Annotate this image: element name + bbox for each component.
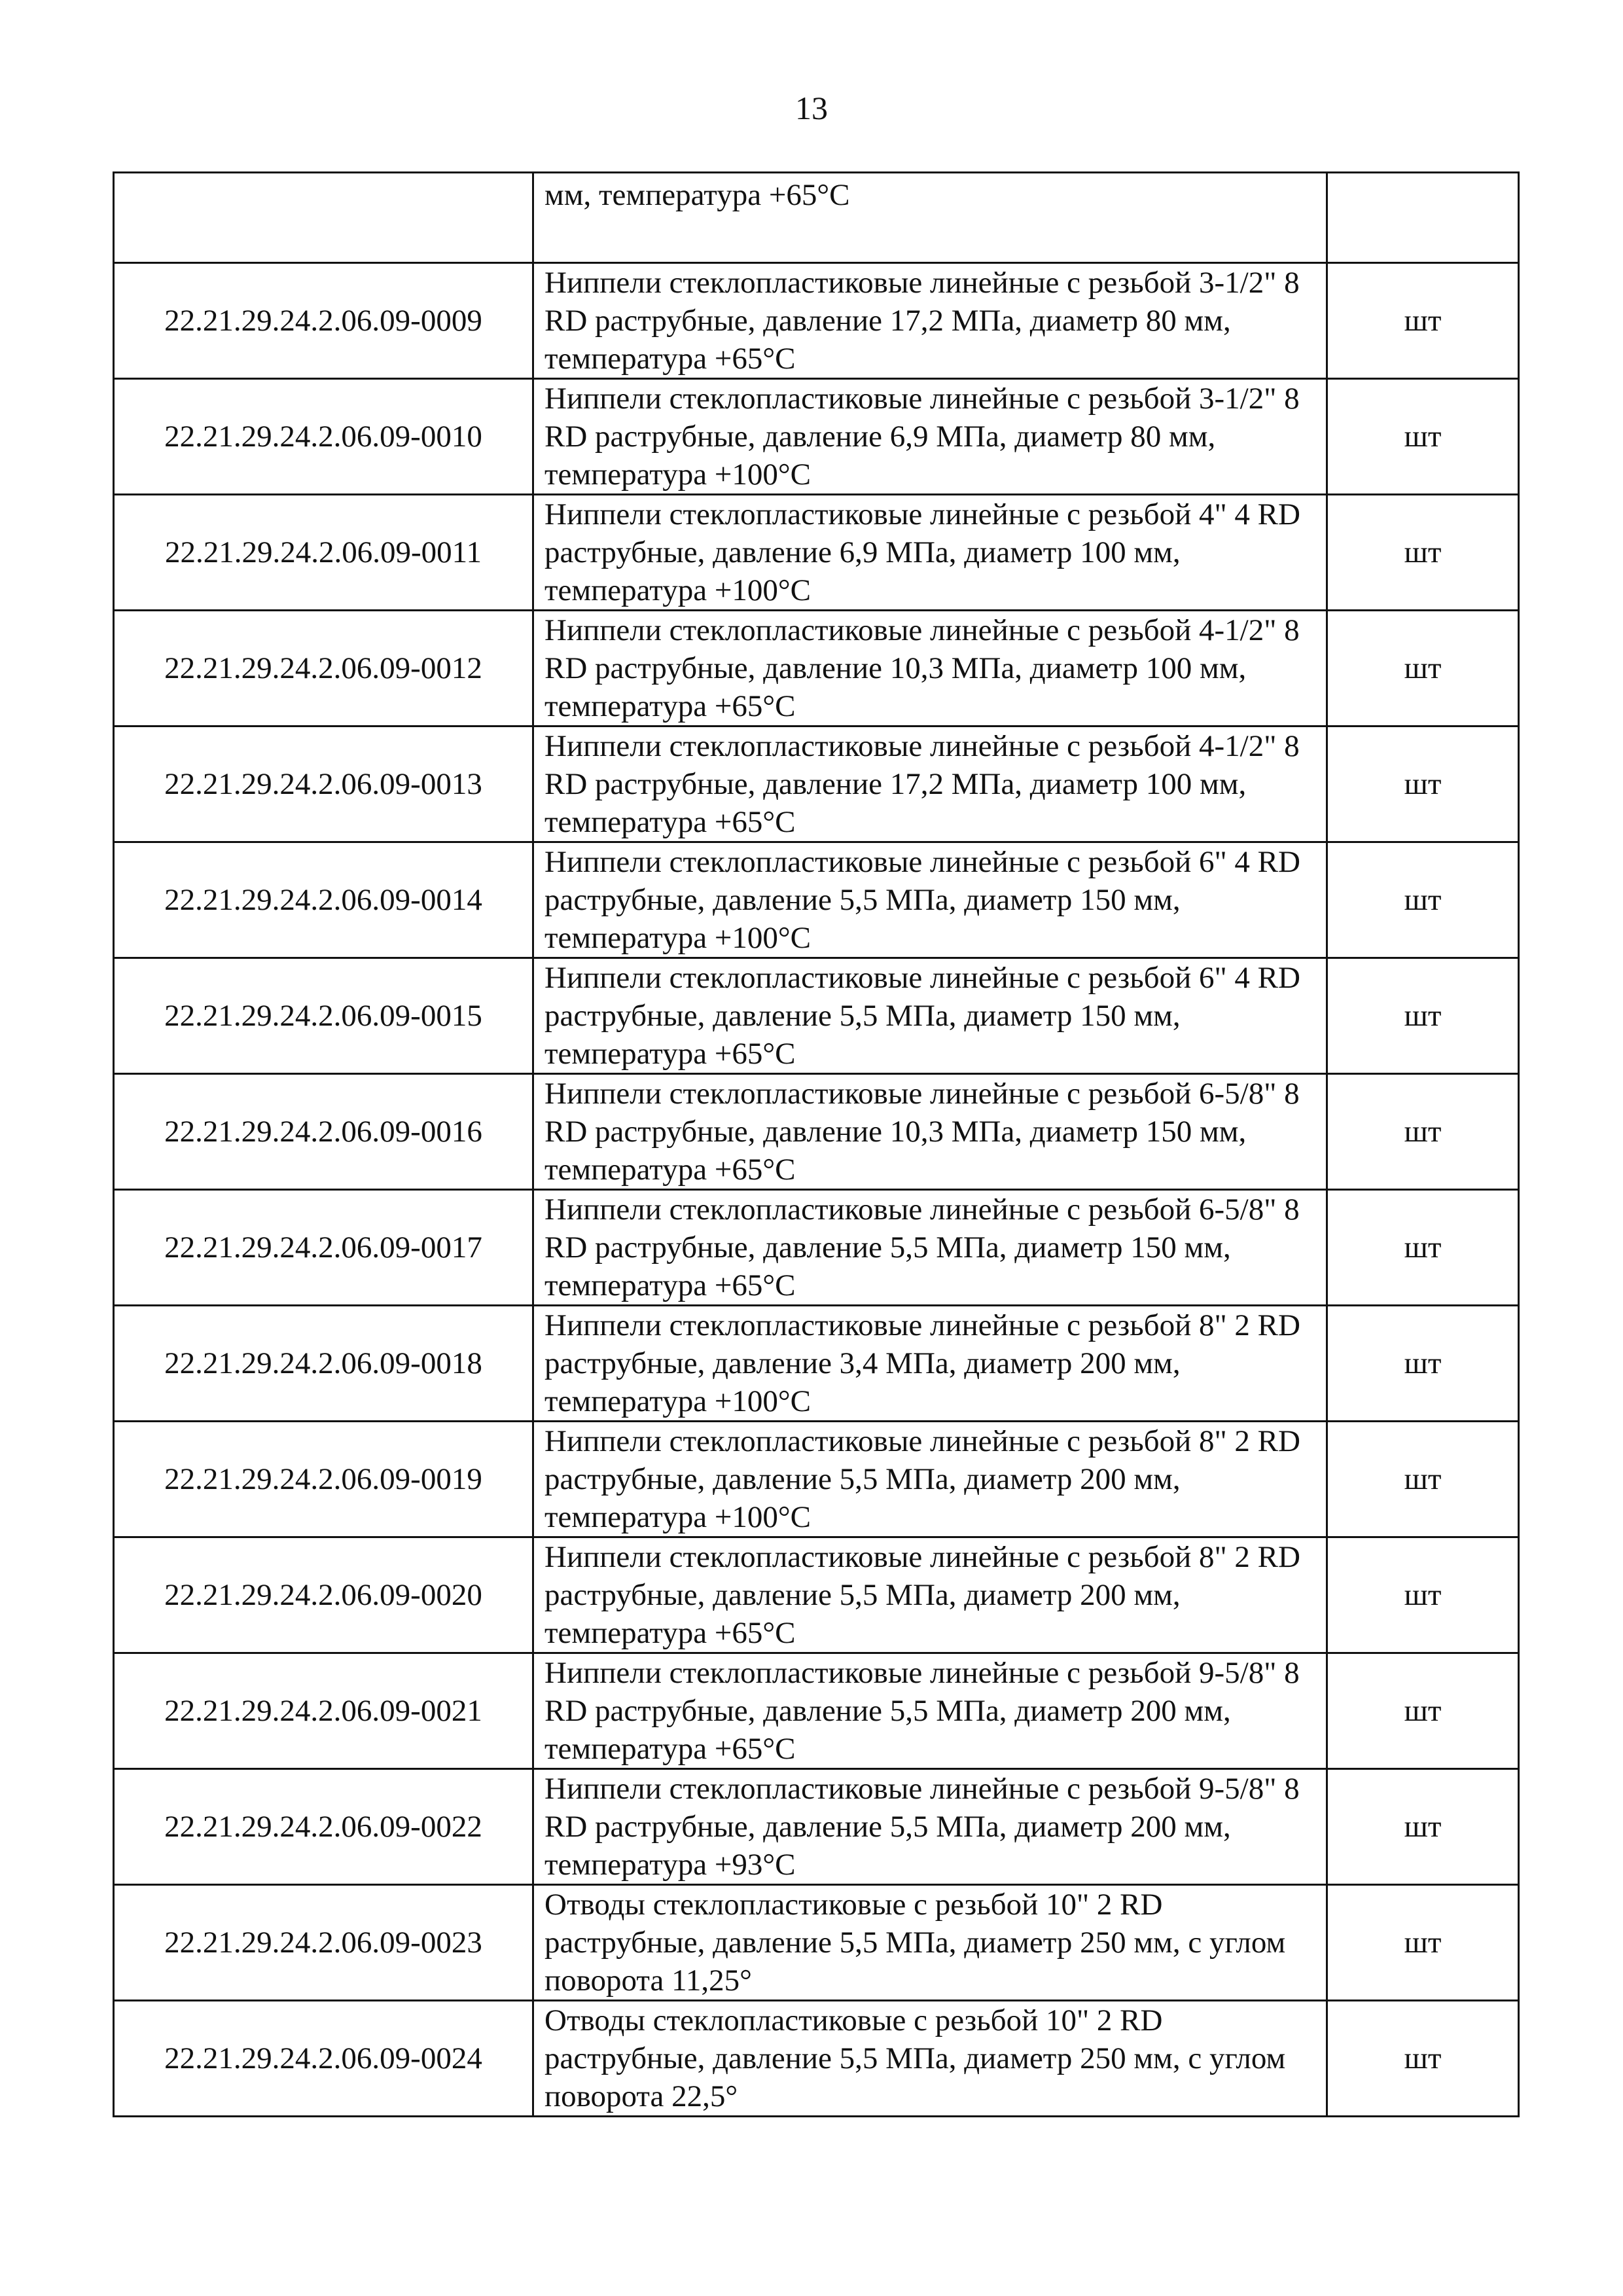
code-cell: 22.21.29.24.2.06.09-0017 (114, 1190, 533, 1306)
name-cell: Ниппели стеклопластиковые линейные с резьбой 8" 2 RD раструбные, давление 5,5 МПа, диаметр 200 мм, температура +65°С (533, 1537, 1327, 1653)
table-row (114, 958, 1519, 1074)
name-cell: Ниппели стеклопластиковые линейные с резьбой 8" 2 RD раструбные, давление 3,4 МПа, диаметр 200 мм, температура +100°С (533, 1306, 1327, 1422)
table-row (114, 1422, 1519, 1537)
unit-cell: шт (1327, 842, 1519, 958)
code-cell: 22.21.29.24.2.06.09-0016 (114, 1074, 533, 1190)
name-cell: Ниппели стеклопластиковые линейные с резьбой 6-5/8" 8 RD раструбные, давление 5,5 МПа, диаметр 150 мм, температура +65°С (533, 1190, 1327, 1306)
name-cell: Ниппели стеклопластиковые линейные с резьбой 9-5/8" 8 RD раструбные, давление 5,5 МПа, диаметр 200 мм, температура +93°С (533, 1769, 1327, 1885)
table-row (114, 726, 1519, 842)
name-cell: Ниппели стеклопластиковые линейные с резьбой 6-5/8" 8 RD раструбные, давление 10,3 МПа, диаметр 150 мм, температура +65°С (533, 1074, 1327, 1190)
unit-cell: шт (1327, 958, 1519, 1074)
name-cell: Ниппели стеклопластиковые линейные с резьбой 3-1/2" 8 RD раструбные, давление 17,2 МПа, диаметр 80 мм, температура +65°С (533, 263, 1327, 379)
name-cell: Ниппели стеклопластиковые линейные с резьбой 9-5/8" 8 RD раструбные, давление 5,5 МПа, диаметр 200 мм, температура +65°С (533, 1653, 1327, 1769)
table-body (114, 173, 1519, 2117)
code-cell: 22.21.29.24.2.06.09-0014 (114, 842, 533, 958)
unit-cell: шт (1327, 2001, 1519, 2117)
code-cell: 22.21.29.24.2.06.09-0019 (114, 1422, 533, 1537)
code-cell: 22.21.29.24.2.06.09-0012 (114, 611, 533, 726)
table-row (114, 1537, 1519, 1653)
table-row-continuation (114, 173, 1519, 263)
page-number: 13 (795, 90, 828, 126)
table-row (114, 1306, 1519, 1422)
unit-cell: шт (1327, 611, 1519, 726)
table-row (114, 1653, 1519, 1769)
code-cell: 22.21.29.24.2.06.09-0018 (114, 1306, 533, 1422)
unit-cell: шт (1327, 379, 1519, 495)
name-cell: Ниппели стеклопластиковые линейные с резьбой 6" 4 RD раструбные, давление 5,5 МПа, диаметр 150 мм, температура +65°С (533, 958, 1327, 1074)
unit-cell: шт (1327, 263, 1519, 379)
code-cell: 22.21.29.24.2.06.09-0010 (114, 379, 533, 495)
unit-cell: шт (1327, 1422, 1519, 1537)
table-row (114, 1769, 1519, 1885)
code-cell: 22.21.29.24.2.06.09-0024 (114, 2001, 533, 2117)
table-row (114, 379, 1519, 495)
name-cell: Ниппели стеклопластиковые линейные с резьбой 8" 2 RD раструбные, давление 5,5 МПа, диаметр 200 мм, температура +100°С (533, 1422, 1327, 1537)
table-row (114, 611, 1519, 726)
name-cell: Ниппели стеклопластиковые линейные с резьбой 4-1/2" 8 RD раструбные, давление 10,3 МПа, диаметр 100 мм, температура +65°С (533, 611, 1327, 726)
name-cell: мм, температура +65°С (533, 173, 1327, 263)
code-cell: 22.21.29.24.2.06.09-0021 (114, 1653, 533, 1769)
code-cell: 22.21.29.24.2.06.09-0009 (114, 263, 533, 379)
code-cell: 22.21.29.24.2.06.09-0022 (114, 1769, 533, 1885)
unit-cell: шт (1327, 726, 1519, 842)
code-cell: 22.21.29.24.2.06.09-0020 (114, 1537, 533, 1653)
table-row (114, 263, 1519, 379)
code-cell: 22.21.29.24.2.06.09-0015 (114, 958, 533, 1074)
table-row (114, 1885, 1519, 2001)
table-row (114, 1190, 1519, 1306)
name-cell: Ниппели стеклопластиковые линейные с резьбой 3-1/2" 8 RD раструбные, давление 6,9 МПа, диаметр 80 мм, температура +100°С (533, 379, 1327, 495)
table-row (114, 2001, 1519, 2117)
code-cell: 22.21.29.24.2.06.09-0013 (114, 726, 533, 842)
code-cell (114, 173, 533, 263)
table-row (114, 1074, 1519, 1190)
unit-cell: шт (1327, 1537, 1519, 1653)
name-cell: Ниппели стеклопластиковые линейные с резьбой 6" 4 RD раструбные, давление 5,5 МПа, диаметр 150 мм, температура +100°С (533, 842, 1327, 958)
unit-cell: шт (1327, 1769, 1519, 1885)
name-cell: Отводы стеклопластиковые с резьбой 10" 2 RD раструбные, давление 5,5 МПа, диаметр 250 мм, с углом поворота 22,5° (533, 2001, 1327, 2117)
unit-cell: шт (1327, 1074, 1519, 1190)
unit-cell: шт (1327, 1190, 1519, 1306)
price-items-table (113, 171, 1520, 2117)
unit-cell: шт (1327, 1306, 1519, 1422)
unit-cell: шт (1327, 1653, 1519, 1769)
unit-cell (1327, 173, 1519, 263)
code-cell: 22.21.29.24.2.06.09-0011 (114, 495, 533, 611)
name-cell: Ниппели стеклопластиковые линейные с резьбой 4-1/2" 8 RD раструбные, давление 17,2 МПа, диаметр 100 мм, температура +65°С (533, 726, 1327, 842)
unit-cell: шт (1327, 495, 1519, 611)
table-row (114, 842, 1519, 958)
name-cell: Отводы стеклопластиковые с резьбой 10" 2 RD раструбные, давление 5,5 МПа, диаметр 250 мм, с углом поворота 11,25° (533, 1885, 1327, 2001)
name-cell: Ниппели стеклопластиковые линейные с резьбой 4" 4 RD раструбные, давление 6,9 МПа, диаметр 100 мм, температура +100°С (533, 495, 1327, 611)
unit-cell: шт (1327, 1885, 1519, 2001)
code-cell: 22.21.29.24.2.06.09-0023 (114, 1885, 533, 2001)
table-row (114, 495, 1519, 611)
